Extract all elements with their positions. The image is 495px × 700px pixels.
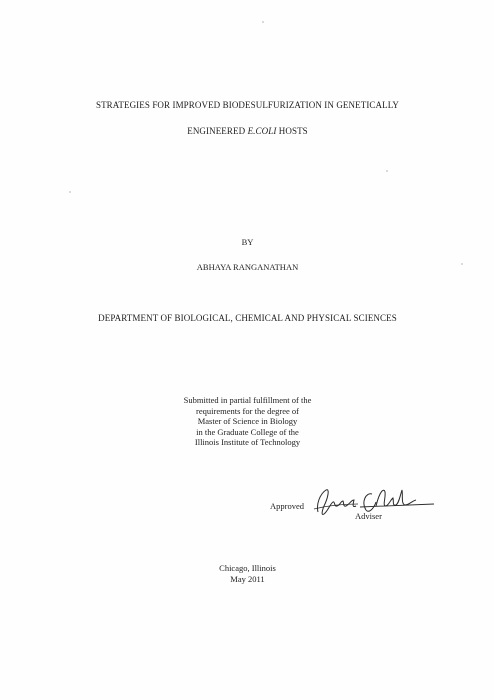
scan-speck <box>386 170 388 172</box>
title-italic-organism: E.COLI <box>247 126 277 136</box>
by-label: BY <box>241 237 254 247</box>
approved-label: Approved <box>270 501 304 511</box>
submission-line-4: in the Graduate College of the <box>196 426 299 437</box>
adviser-label: Adviser <box>355 511 382 521</box>
scan-speck <box>461 263 463 265</box>
thesis-title-line-2 <box>0 126 495 136</box>
location: Chicago, Illinois <box>219 563 276 573</box>
thesis-title-line-1: STRATEGIES FOR IMPROVED BIODESULFURIZATION IN GENETICALLY <box>95 100 400 110</box>
scan-speck <box>262 21 264 23</box>
approval-block <box>270 484 440 524</box>
title-prefix: ENGINEERED <box>187 126 248 136</box>
department-name: DEPARTMENT OF BIOLOGICAL, CHEMICAL AND PHYSICAL SCIENCES <box>98 313 397 323</box>
date: May 2011 <box>230 574 265 584</box>
submission-line-3: Master of Science in Biology <box>197 416 298 426</box>
scan-speck <box>69 191 71 193</box>
submission-line-5: Illinois Institute of Technology <box>194 437 301 447</box>
author-name: ABHAYA RANGANATHAN <box>196 262 299 272</box>
title-suffix: HOSTS <box>276 126 308 136</box>
submission-line-2: requirements for the degree of <box>196 405 299 416</box>
submission-line-1: Submitted in partial fulfillment of the <box>183 395 312 405</box>
